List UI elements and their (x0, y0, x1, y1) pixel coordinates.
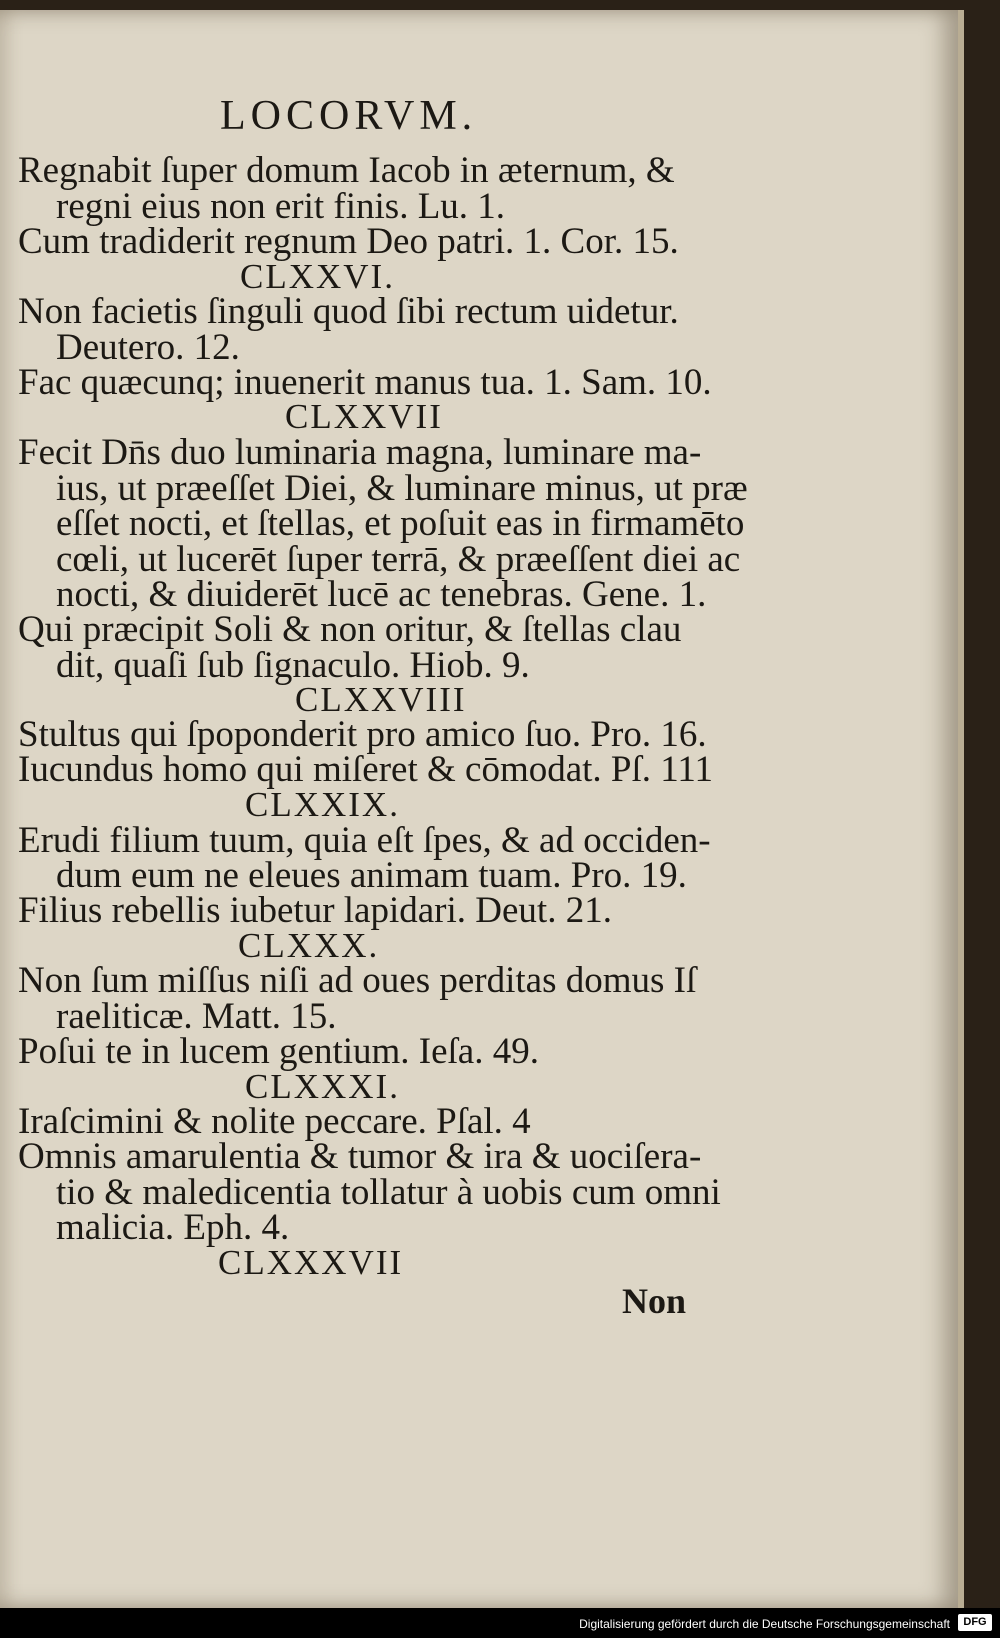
section-number: CLXXXVII (218, 1243, 404, 1282)
text-line: Regnabit ſuper domum Iacob in æternum, & (18, 150, 675, 191)
funding-note: Digitalisierung gefördert durch die Deutsche Forschungsgemeinschaft (579, 1617, 950, 1631)
text-line: Fecit Dn̄s duo luminaria magna, luminare ma- (18, 432, 702, 473)
section-number: CLXXXI. (245, 1067, 400, 1106)
text-line: Non ſum miſſus niſi ad oues perditas domus Iſ (18, 960, 697, 1001)
text-line: malicia. Eph. 4. (56, 1207, 290, 1248)
text-line: eſſet nocti, et ſtellas, et poſuit eas in firmamēto (56, 503, 745, 544)
section-number: CLXXVIII (295, 680, 467, 719)
text-line: Poſui te in lucem gentium. Ieſa. 49. (18, 1031, 539, 1072)
book-page (0, 10, 964, 1608)
text-line: Deutero. 12. (56, 327, 240, 368)
text-line: dum eum ne eleues animam tuam. Pro. 19. (56, 855, 687, 896)
section-number: CLXXVII (285, 397, 443, 436)
section-number: CLXXX. (238, 926, 380, 965)
text-line: dit, quaſi ſub ſignaculo. Hiob. 9. (56, 645, 530, 686)
text-line: Qui præcipit Soli & non oritur, & ſtellas clau (18, 609, 682, 650)
section-number: CLXXIX. (245, 785, 400, 824)
text-line: Iucundus homo qui miſeret & cōmodat. Pſ. 111 (18, 749, 714, 790)
text-line: Filius rebellis iubetur lapidari. Deut. 21. (18, 890, 612, 931)
text-line: Non facietis ſinguli quod ſibi rectum uidetur. (18, 291, 679, 332)
dfg-logo-icon: DFG (958, 1614, 992, 1631)
catchword: Non (622, 1281, 687, 1321)
text-line: Fac quæcunq; inuenerit manus tua. 1. Sam. 10. (18, 362, 712, 403)
text-line: Omnis amarulentia & tumor & ira & uociſera- (18, 1136, 702, 1177)
text-line: Erudi filium tuum, quia eſt ſpes, & ad occiden- (18, 820, 711, 861)
text-line: nocti, & diuiderēt lucē ac tenebras. Gene. 1. (56, 574, 707, 615)
running-header: LOCORVM. (220, 93, 478, 139)
text-line: Cum tradiderit regnum Deo patri. 1. Cor. 15. (18, 221, 679, 262)
text-line: ius, ut præeſſet Diei, & luminare minus, ut præ (56, 468, 748, 509)
text-line: regni eius non erit finis. Lu. 1. (56, 186, 506, 227)
text-line: cœli, ut lucerēt ſuper terrā, & præeſſent diei ac (56, 539, 741, 580)
text-line: raeliticæ. Matt. 15. (56, 996, 337, 1037)
text-line: tio & maledicentia tollatur à uobis cum omni (56, 1172, 721, 1213)
text-line: Stultus qui ſpoponderit pro amico ſuo. Pro. 16. (18, 714, 707, 755)
section-number: CLXXVI. (240, 257, 395, 296)
footer-bar (0, 1608, 1000, 1638)
text-line: Iraſcimini & nolite peccare. Pſal. 4 (18, 1101, 531, 1142)
